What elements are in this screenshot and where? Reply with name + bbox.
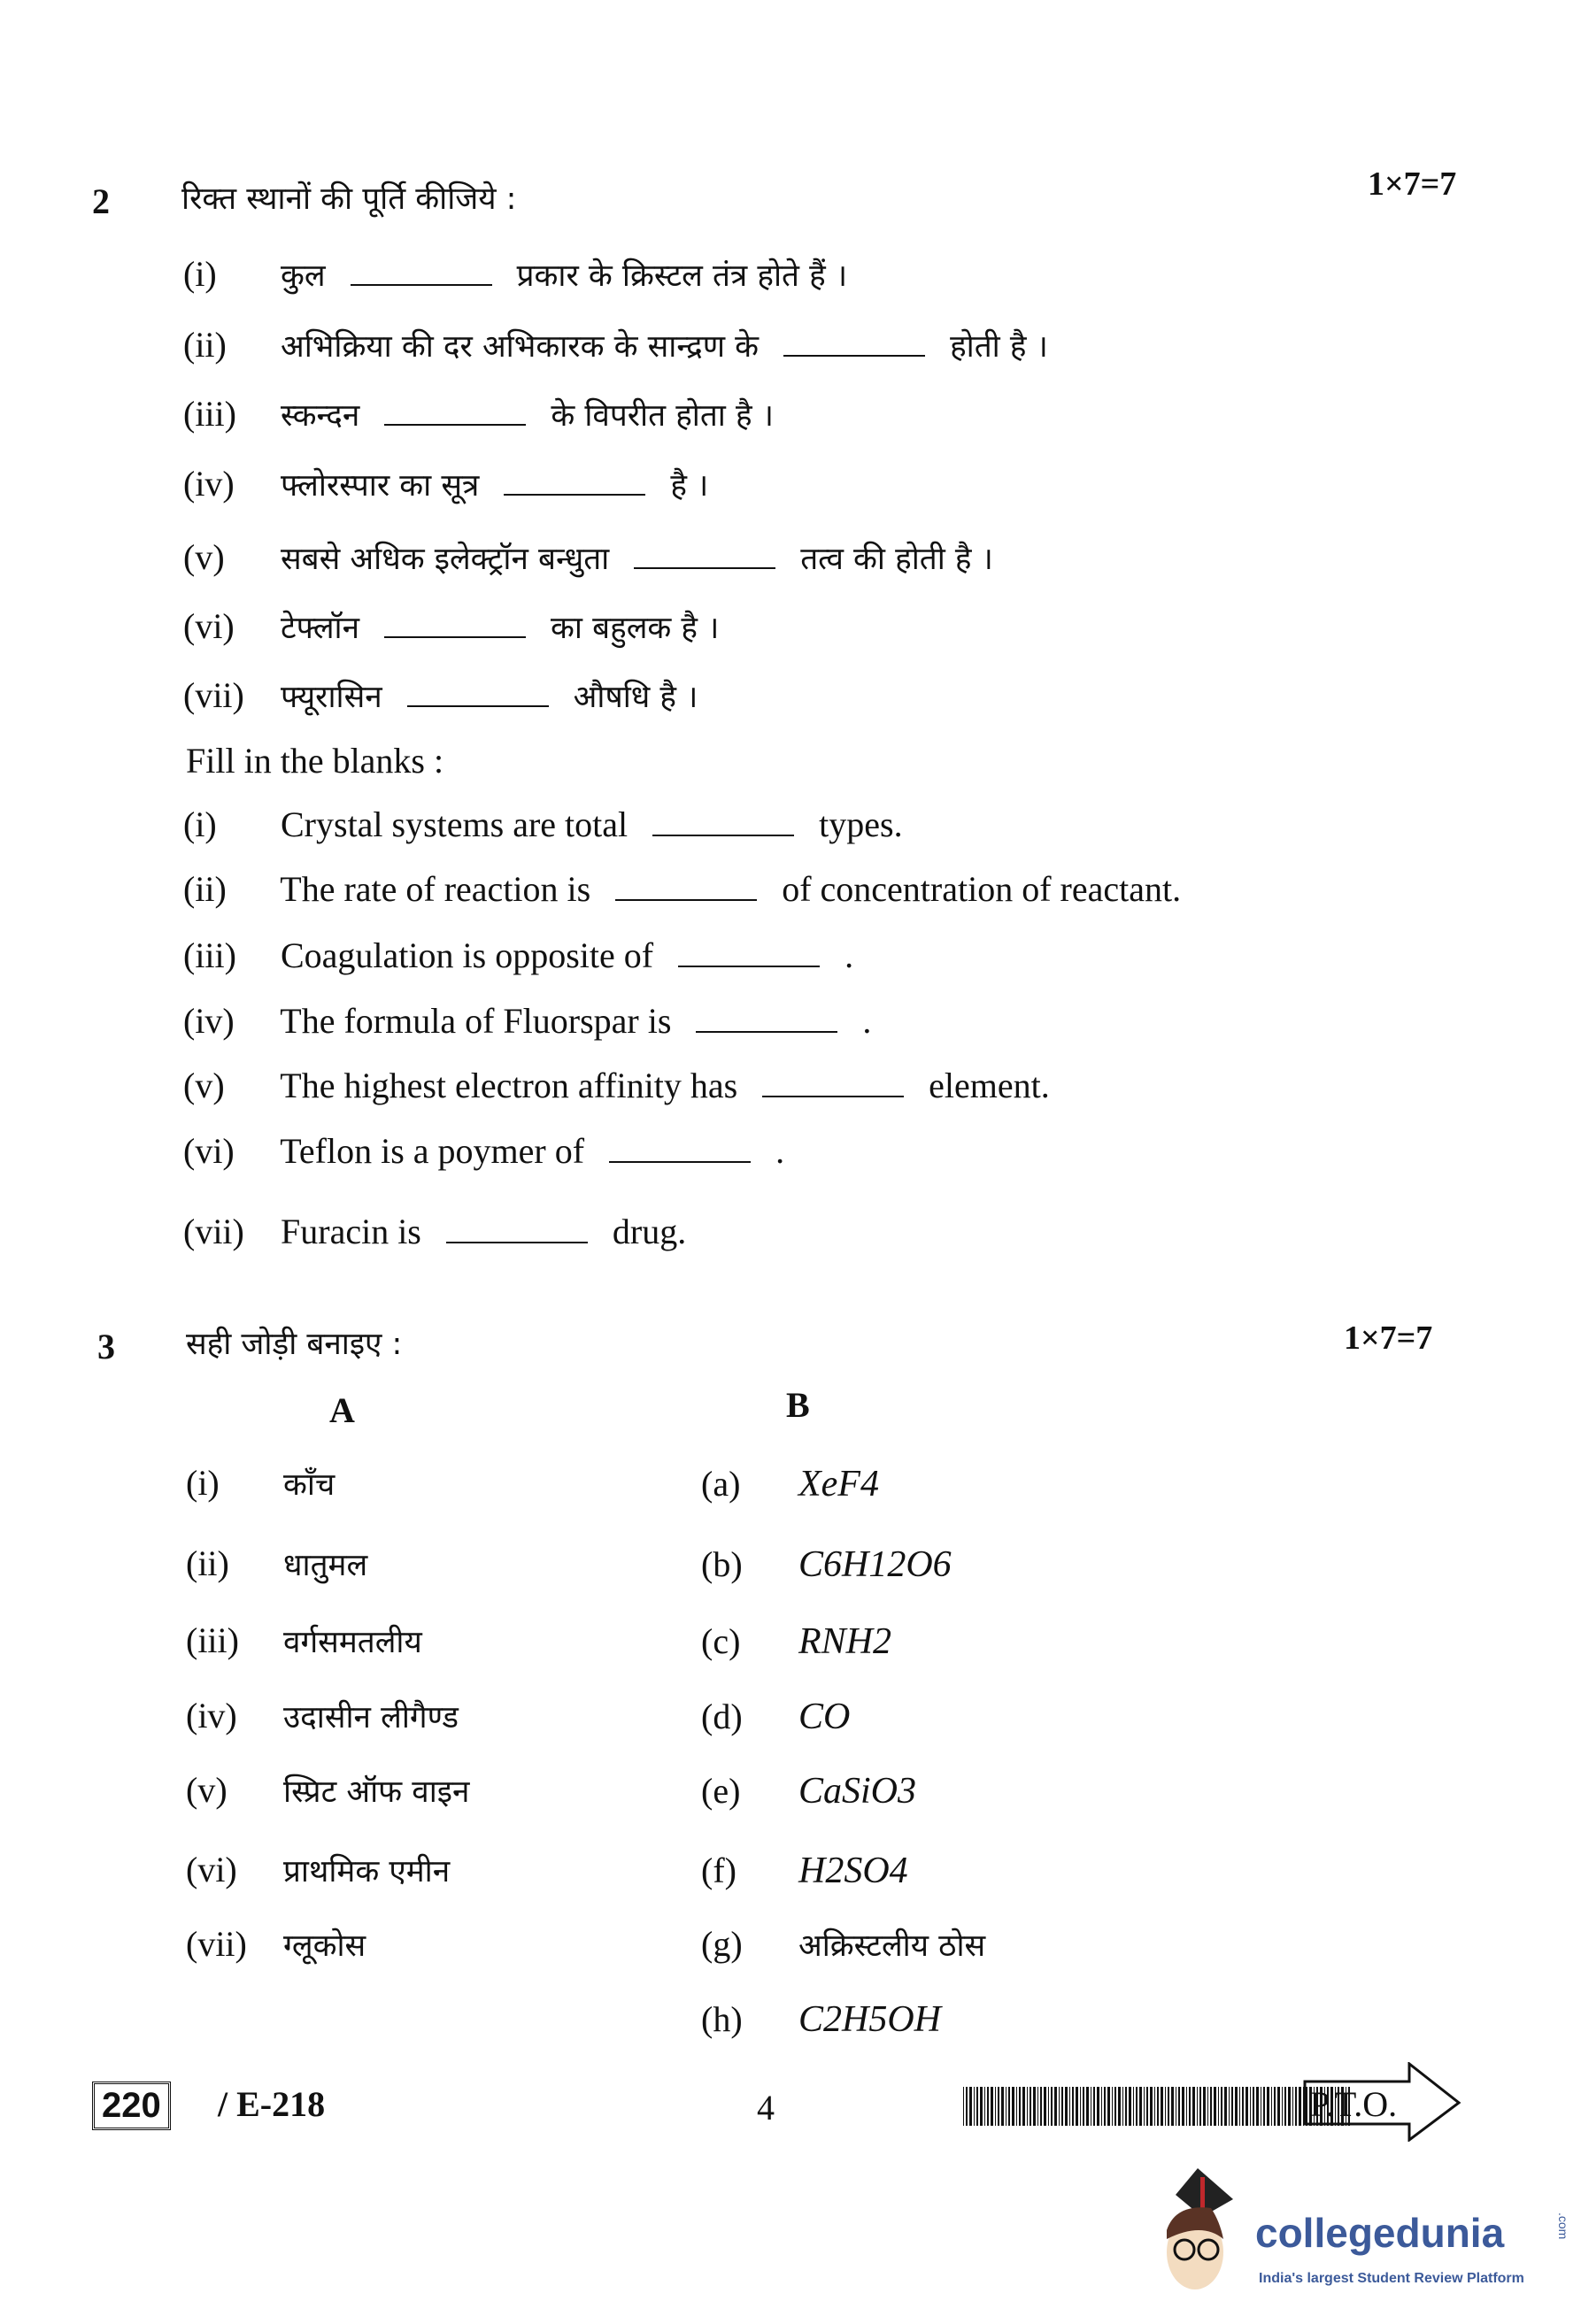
paper-number: / E-218 <box>218 2084 326 2124</box>
barcode-bar <box>1229 2087 1230 2126</box>
item-label: (v) <box>183 1066 225 1105</box>
item-label: (ii) <box>183 325 227 365</box>
barcode-bar <box>1282 2087 1283 2126</box>
barcode-bar <box>1019 2087 1021 2126</box>
barcode-bar <box>1022 2087 1025 2126</box>
match-column-b-item <box>701 1773 916 1810</box>
collegedunia-brand: collegedunia <box>1255 2210 1505 2256</box>
barcode-bar <box>1203 2087 1206 2126</box>
barcode-bar <box>1104 2087 1106 2126</box>
item-label: (vi) <box>183 1131 235 1171</box>
barcode-bar <box>1299 2087 1301 2126</box>
blank-line <box>783 354 925 357</box>
barcode-bar <box>1239 2087 1240 2126</box>
collegedunia-tld: .com <box>1556 2212 1570 2240</box>
item-text-before: Teflon is a poymer of <box>280 1131 585 1171</box>
item-text-after: element. <box>929 1066 1050 1105</box>
chemical-formula: C6H12O6 <box>798 1544 952 1585</box>
blank-line <box>696 1030 837 1033</box>
match-column-b-item <box>701 1924 986 1964</box>
barcode-bar <box>1080 2087 1081 2126</box>
item-text-after: . <box>775 1131 785 1171</box>
item-text: अक्रिस्टलीय ठोस <box>798 1928 986 1964</box>
barcode-bar <box>1242 2087 1244 2126</box>
barcode-bar <box>1129 2087 1131 2126</box>
item-text-after: होती है । <box>950 329 1048 365</box>
hindi-blank-item <box>183 466 708 502</box>
hindi-blank-item <box>183 537 993 577</box>
barcode-bar <box>1218 2087 1219 2126</box>
match-column-b-item <box>701 2001 941 2038</box>
barcode-bar <box>1256 2087 1259 2126</box>
item-label: (iii) <box>183 935 236 975</box>
match-column-b-item <box>701 1852 908 1889</box>
item-label: (c) <box>701 1621 741 1661</box>
item-text: धातुमल <box>283 1548 368 1583</box>
item-text-after: . <box>844 935 854 975</box>
item-text-after: तत्व की होती है । <box>800 542 993 577</box>
match-column-a-item <box>186 1924 366 1964</box>
chemical-formula: H2SO4 <box>798 1851 908 1891</box>
barcode-bar <box>1016 2087 1017 2126</box>
english-blank-item <box>183 935 854 975</box>
barcode-bar <box>1267 2087 1269 2126</box>
barcode-bar <box>1027 2087 1028 2126</box>
chemical-formula: RNH2 <box>798 1621 891 1662</box>
barcode-bar <box>1284 2087 1286 2126</box>
item-label: (a) <box>701 1464 741 1504</box>
item-text-after: औषधि है । <box>573 680 698 715</box>
barcode-bar <box>1033 2087 1036 2126</box>
item-label: (vi) <box>186 1850 237 1889</box>
barcode-bar <box>1136 2087 1138 2126</box>
item-label: (h) <box>701 1999 743 2039</box>
blank-line <box>652 834 794 836</box>
barcode-bar <box>1054 2087 1057 2126</box>
barcode-bar <box>998 2087 999 2126</box>
barcode-bar <box>1210 2087 1212 2126</box>
item-label: (d) <box>701 1697 743 1736</box>
english-blank-item <box>183 1001 872 1041</box>
item-text: स्प्रिट ऑफ वाइन <box>283 1774 470 1810</box>
hindi-blank-item <box>183 606 720 646</box>
blank-line <box>678 965 820 967</box>
item-label: (iv) <box>183 1001 235 1041</box>
hindi-blank-item <box>183 396 774 432</box>
english-blank-item <box>183 804 903 844</box>
question-2-number: 2 <box>92 181 110 221</box>
english-blank-item <box>183 1131 785 1171</box>
english-blank-item <box>183 1068 1050 1104</box>
barcode-bar <box>1144 2087 1145 2126</box>
barcode-bar <box>1274 2087 1276 2126</box>
item-label: (ii) <box>186 1543 229 1583</box>
item-text-before: The formula of Fluorspar is <box>280 1001 672 1041</box>
barcode-bar <box>1182 2087 1184 2126</box>
question-2-marks: 1×7=7 <box>1368 165 1457 203</box>
barcode-bar <box>1133 2087 1134 2126</box>
barcode-bar <box>987 2087 989 2126</box>
barcode-bar <box>1235 2087 1238 2126</box>
question-3-marks: 1×7=7 <box>1344 1320 1433 1357</box>
barcode-bar <box>1097 2087 1099 2126</box>
item-text-before: The highest electron affinity has <box>280 1066 738 1105</box>
item-label: (v) <box>186 1770 228 1810</box>
item-text-after: प्रकार के क्रिस्टल तंत्र होते हैं । <box>516 258 848 294</box>
barcode-bar <box>1231 2087 1233 2126</box>
barcode-bar <box>1214 2087 1216 2126</box>
blank-line <box>615 898 757 901</box>
barcode-bar <box>976 2087 978 2126</box>
barcode-bar <box>1246 2087 1248 2126</box>
item-label: (vi) <box>183 606 235 646</box>
match-column-a-item <box>186 1620 422 1660</box>
barcode-bar <box>1288 2087 1291 2126</box>
blank-line <box>504 493 645 496</box>
barcode-bar <box>1171 2087 1174 2126</box>
item-text: काँच <box>283 1467 335 1503</box>
barcode-bar <box>1012 2087 1014 2126</box>
item-label: (i) <box>186 1463 220 1503</box>
item-label: (e) <box>701 1771 741 1811</box>
barcode-bar <box>1114 2087 1116 2126</box>
barcode-bar <box>1224 2087 1227 2126</box>
barcode-bar <box>1083 2087 1084 2126</box>
pto-label: P.T.O. <box>1310 2084 1398 2124</box>
barcode <box>963 2087 1350 2126</box>
barcode-bar <box>1059 2087 1060 2126</box>
item-label: (iii) <box>186 1620 239 1660</box>
item-label: (v) <box>183 537 225 577</box>
barcode-bar <box>1030 2087 1031 2126</box>
barcode-bar <box>1157 2087 1159 2126</box>
item-text-after: of concentration of reactant. <box>782 869 1182 909</box>
barcode-bar <box>1178 2087 1180 2126</box>
barcode-bar <box>1207 2087 1208 2126</box>
item-text-after: types. <box>819 804 903 844</box>
blank-line <box>762 1095 904 1097</box>
barcode-bar <box>1292 2087 1293 2126</box>
barcode-bar <box>1001 2087 1004 2126</box>
item-text-before: कुल <box>281 258 326 294</box>
item-text: उदासीन लीगैण्ड <box>283 1700 459 1735</box>
barcode-bar <box>1154 2087 1155 2126</box>
barcode-bar <box>1253 2087 1254 2126</box>
question-3-title-hindi: सही जोड़ी बनाइए : <box>186 1327 403 1362</box>
barcode-bar <box>1086 2087 1089 2126</box>
barcode-bar <box>1112 2087 1113 2126</box>
item-label: (f) <box>701 1851 737 1890</box>
pto-arrow <box>1303 2062 1462 2142</box>
match-column-a-item <box>186 1852 450 1888</box>
collegedunia-mascot-logo <box>1158 2168 1238 2292</box>
barcode-bar <box>1125 2087 1127 2126</box>
barcode-bar <box>980 2087 983 2126</box>
english-blank-item <box>183 1214 686 1250</box>
barcode-bar <box>1186 2087 1187 2126</box>
match-column-a-item <box>186 1698 459 1734</box>
page-number: 4 <box>757 2088 775 2128</box>
item-text: वर्गसमतलीय <box>283 1625 422 1660</box>
question-2-title-hindi: रिक्त स्थानों की पूर्ति कीजिये : <box>181 181 517 217</box>
hindi-blank-item <box>183 675 698 715</box>
item-text-before: Crystal systems are total <box>281 804 629 844</box>
chemical-formula: XeF4 <box>798 1464 879 1504</box>
item-text-before: सबसे अधिक इलेक्ट्रॉन बन्धुता <box>281 542 610 577</box>
blank-line <box>407 704 549 707</box>
barcode-bar <box>1146 2087 1148 2126</box>
barcode-bar <box>1044 2087 1046 2126</box>
barcode-bar <box>1199 2087 1201 2126</box>
item-label: (iii) <box>183 394 236 434</box>
column-b-header: B <box>786 1385 810 1425</box>
hindi-blank-item <box>183 254 848 294</box>
barcode-bar <box>1150 2087 1153 2126</box>
question-3-number: 3 <box>97 1327 115 1366</box>
item-text-before: Coagulation is opposite of <box>281 935 654 975</box>
barcode-bar <box>1118 2087 1121 2126</box>
item-label: (iv) <box>186 1696 237 1735</box>
barcode-bar <box>1101 2087 1102 2126</box>
item-text-before: अभिक्रिया की दर अभिकारक के सान्द्रण के <box>281 329 760 365</box>
barcode-bar <box>1271 2087 1272 2126</box>
barcode-bar <box>1161 2087 1163 2126</box>
item-label: (iv) <box>183 464 235 504</box>
blank-line <box>446 1241 588 1243</box>
barcode-bar <box>963 2087 964 2126</box>
item-text-after: drug. <box>612 1212 687 1251</box>
barcode-bar <box>1122 2087 1123 2126</box>
match-column-a-item <box>186 1543 368 1583</box>
item-label: (vii) <box>186 1924 247 1964</box>
item-label: (ii) <box>183 869 227 909</box>
item-text-after: का बहुलक है । <box>551 611 720 646</box>
match-column-b-item <box>701 1546 952 1583</box>
item-text-after: है । <box>670 468 709 504</box>
barcode-bar <box>969 2087 972 2126</box>
chemical-formula: CO <box>798 1697 851 1737</box>
blank-line <box>351 283 492 286</box>
barcode-bar <box>1165 2087 1166 2126</box>
barcode-bar <box>1168 2087 1169 2126</box>
item-text-before: फ्यूरासिन <box>281 680 382 715</box>
barcode-bar <box>1277 2087 1280 2126</box>
item-text: प्राथमिक एमीन <box>283 1854 451 1889</box>
barcode-bar <box>1037 2087 1038 2126</box>
match-column-b-item <box>701 1698 850 1735</box>
match-column-a-item <box>186 1463 335 1503</box>
item-text: ग्लूकोस <box>283 1928 366 1964</box>
blank-line <box>384 635 526 638</box>
item-label: (i) <box>183 254 217 294</box>
item-label: (g) <box>701 1924 743 1964</box>
barcode-bar <box>1061 2087 1063 2126</box>
barcode-bar <box>1263 2087 1265 2126</box>
barcode-bar <box>1250 2087 1251 2126</box>
barcode-bar <box>1107 2087 1110 2126</box>
barcode-bar <box>1008 2087 1010 2126</box>
english-blank-item <box>183 869 1182 909</box>
barcode-bar <box>1139 2087 1142 2126</box>
item-text-before: स्कन्दन <box>281 398 360 434</box>
hindi-blank-item <box>183 327 1048 363</box>
barcode-bar <box>995 2087 996 2126</box>
item-text-before: The rate of reaction is <box>280 869 591 909</box>
barcode-bar <box>1197 2087 1198 2126</box>
barcode-bar <box>1048 2087 1049 2126</box>
barcode-bar <box>1040 2087 1042 2126</box>
barcode-bar <box>1065 2087 1068 2126</box>
item-text-before: फ्लोरस्पार का सूत्र <box>281 468 480 504</box>
match-column-b-item <box>701 1466 879 1503</box>
item-label: (i) <box>183 804 217 844</box>
match-column-b-item <box>701 1623 891 1660</box>
paper-code-box: 220 <box>92 2082 171 2130</box>
barcode-bar <box>1192 2087 1195 2126</box>
barcode-bar <box>1072 2087 1074 2126</box>
item-label: (vii) <box>183 675 244 715</box>
blank-line <box>384 423 526 426</box>
chemical-formula: C2H5OH <box>798 1999 942 2040</box>
barcode-bar <box>974 2087 975 2126</box>
column-a-header: A <box>329 1390 355 1430</box>
barcode-bar <box>1189 2087 1191 2126</box>
collegedunia-tagline: India's largest Student Review Platform <box>1259 2271 1524 2286</box>
blank-line <box>634 566 775 569</box>
blank-line <box>609 1160 751 1163</box>
barcode-bar <box>1093 2087 1095 2126</box>
barcode-bar <box>1295 2087 1297 2126</box>
barcode-bar <box>1069 2087 1070 2126</box>
barcode-bar <box>991 2087 993 2126</box>
barcode-bar <box>984 2087 985 2126</box>
barcode-bar <box>1221 2087 1222 2126</box>
item-text-after: के विपरीत होता है । <box>551 398 774 434</box>
fill-blanks-title-english: Fill in the blanks : <box>186 741 444 781</box>
item-label: (b) <box>701 1544 743 1584</box>
barcode-bar <box>966 2087 968 2126</box>
item-text-before: टेफ्लॉन <box>281 611 360 646</box>
item-label: (vii) <box>183 1212 244 1251</box>
barcode-bar <box>1076 2087 1078 2126</box>
match-column-a-item <box>186 1770 470 1810</box>
barcode-bar <box>1051 2087 1053 2126</box>
chemical-formula: CaSiO3 <box>798 1771 917 1812</box>
item-text-after: . <box>862 1001 872 1041</box>
item-text-before: Furacin is <box>281 1212 421 1251</box>
